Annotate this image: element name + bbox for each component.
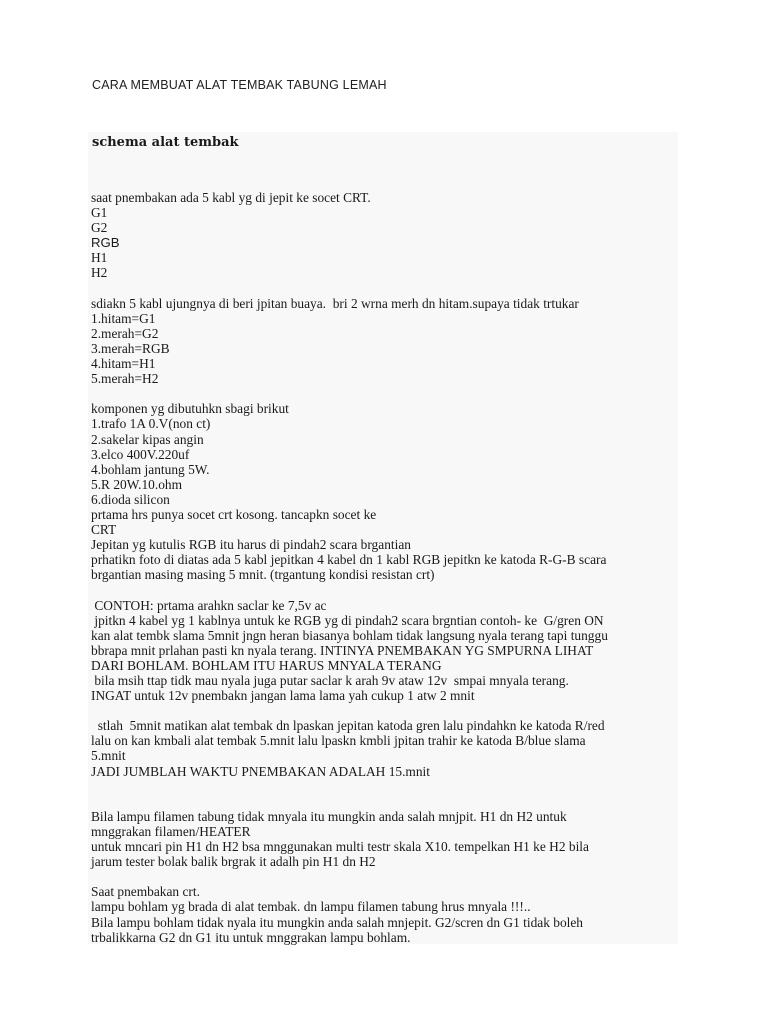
text-line: 2.merah=G2 — [91, 325, 159, 341]
text-line: JADI JUMBLAH WAKTU PNEMBAKAN ADALAH 15.mnit — [91, 763, 430, 779]
text-line: 2.sakelar kipas angin — [91, 431, 204, 447]
text-line: bila msih ttap tidk mau nyala juga putar saclar k arah 9v ataw 12v smpai mnyala terang. — [91, 673, 569, 688]
blank-line — [91, 281, 681, 296]
document-title: CARA MEMBUAT ALAT TEMBAK TABUNG LEMAH — [92, 78, 387, 92]
text-line: lampu bohlam yg brada di alat tembak. dn lampu filamen tabung hrus mnyala !!!.. — [91, 899, 531, 915]
blank-line — [91, 869, 681, 884]
text-line: G1 — [91, 205, 108, 221]
text-line: G2 — [91, 220, 108, 236]
text-line: 1.trafo 1A 0.V(non ct) — [91, 416, 211, 432]
text-line: DARI BOHLAM. BOHLAM ITU HARUS MNYALA TERANG — [91, 657, 442, 673]
text-line: 3.merah=RGB — [91, 340, 170, 356]
text-line: mnggrakan filamen/HEATER — [91, 823, 251, 839]
text-line: 5.merah=H2 — [91, 371, 159, 387]
text-line: saat pnembakan ada 5 kabl yg di jepit ke socet CRT. — [91, 190, 371, 205]
text-line: 4.bohlam jantung 5W. — [91, 461, 210, 477]
blank-line — [91, 779, 681, 794]
blank-line — [91, 703, 681, 718]
text-line: brgantian masing masing 5 mnit. (trgantung kondisi resistan crt) — [91, 567, 435, 583]
blank-line — [91, 582, 681, 597]
text-line: sdiakn 5 kabl ujungnya di beri jpitan buaya. bri 2 wrna merh dn hitam.supaya tidak trtukar — [91, 295, 579, 311]
text-line: stlah 5mnit matikan alat tembak dn lpaskan jepitan katoda gren lalu pindahkn ke katoda R/red — [91, 718, 605, 734]
text-line: 5.R 20W.10.ohm — [91, 476, 183, 492]
text-line: Jepitan yg kutulis RGB itu harus di pindah2 scara brgantian — [91, 537, 411, 553]
text-line: CRT — [91, 522, 117, 538]
text-line: komponen yg dibutuhkn sbagi brikut — [91, 401, 289, 417]
text-line: trbalikkarna G2 dn G1 itu untuk mnggrakan lampu bohlam. — [91, 929, 411, 945]
text-line: Saat pnembakan crt. — [91, 884, 200, 900]
text-line: jpitkn 4 kabel yg 1 kablnya untuk ke RGB yg di pindah2 scara brgntian contoh- ke G/gren ON — [91, 612, 604, 628]
text-line: INGAT untuk 12v pnembakn jangan lama lama yah cukup 1 atw 2 mnit — [91, 688, 475, 704]
blank-line — [91, 386, 681, 401]
text-line: 1.hitam=G1 — [91, 310, 156, 326]
section-heading: schema alat tembak — [92, 135, 239, 150]
blank-line — [91, 794, 681, 809]
text-line: bbrapa mnit prlahan pasti kn nyala terang. INTINYA PNEMBAKAN YG SMPURNA LIHAT — [91, 642, 594, 658]
text-line: H1 — [91, 250, 108, 266]
text-line: 3.elco 400V.220uf — [91, 446, 190, 462]
document-body — [91, 190, 681, 945]
text-line: 5.mnit — [91, 748, 126, 764]
text-line: kan alat tembk slama 5mnit jngn heran biasanya bohlam tidak langsung nyala terang tapi tunggu — [91, 627, 608, 643]
text-line: CONTOH: prtama arahkn saclar ke 7,5v ac — [91, 597, 327, 613]
text-line: 4.hitam=H1 — [91, 356, 156, 372]
text-line: jarum tester bolak balik brgrak it adalh pin H1 dn H2 — [91, 854, 376, 870]
text-line: RGB — [91, 235, 120, 251]
text-line: H2 — [91, 265, 108, 281]
text-line: Bila lampu bohlam tidak nyala itu mungkin anda salah mnjepit. G2/scren dn G1 tidak boleh — [91, 914, 584, 930]
text-line: untuk mncari pin H1 dn H2 bsa mnggunakan multi testr skala X10. tempelkan H1 ke H2 bila — [91, 839, 589, 855]
text-line: 6.dioda silicon — [91, 491, 170, 507]
text-line: lalu on kan kmbali alat tembak 5.mnit lalu lpaskn kmbli jpitan trahir ke katoda B/blue slama — [91, 733, 586, 749]
text-line: prtama hrs punya socet crt kosong. tancapkn socet ke — [91, 506, 377, 522]
text-line: Bila lampu filamen tabung tidak mnyala itu mungkin anda salah mnjpit. H1 dn H2 untuk — [91, 808, 567, 824]
text-line: prhatikn foto di diatas ada 5 kabl jepitkan 4 kabel dn 1 kabl RGB jepitkn ke katoda R-G-B scara — [91, 552, 607, 568]
